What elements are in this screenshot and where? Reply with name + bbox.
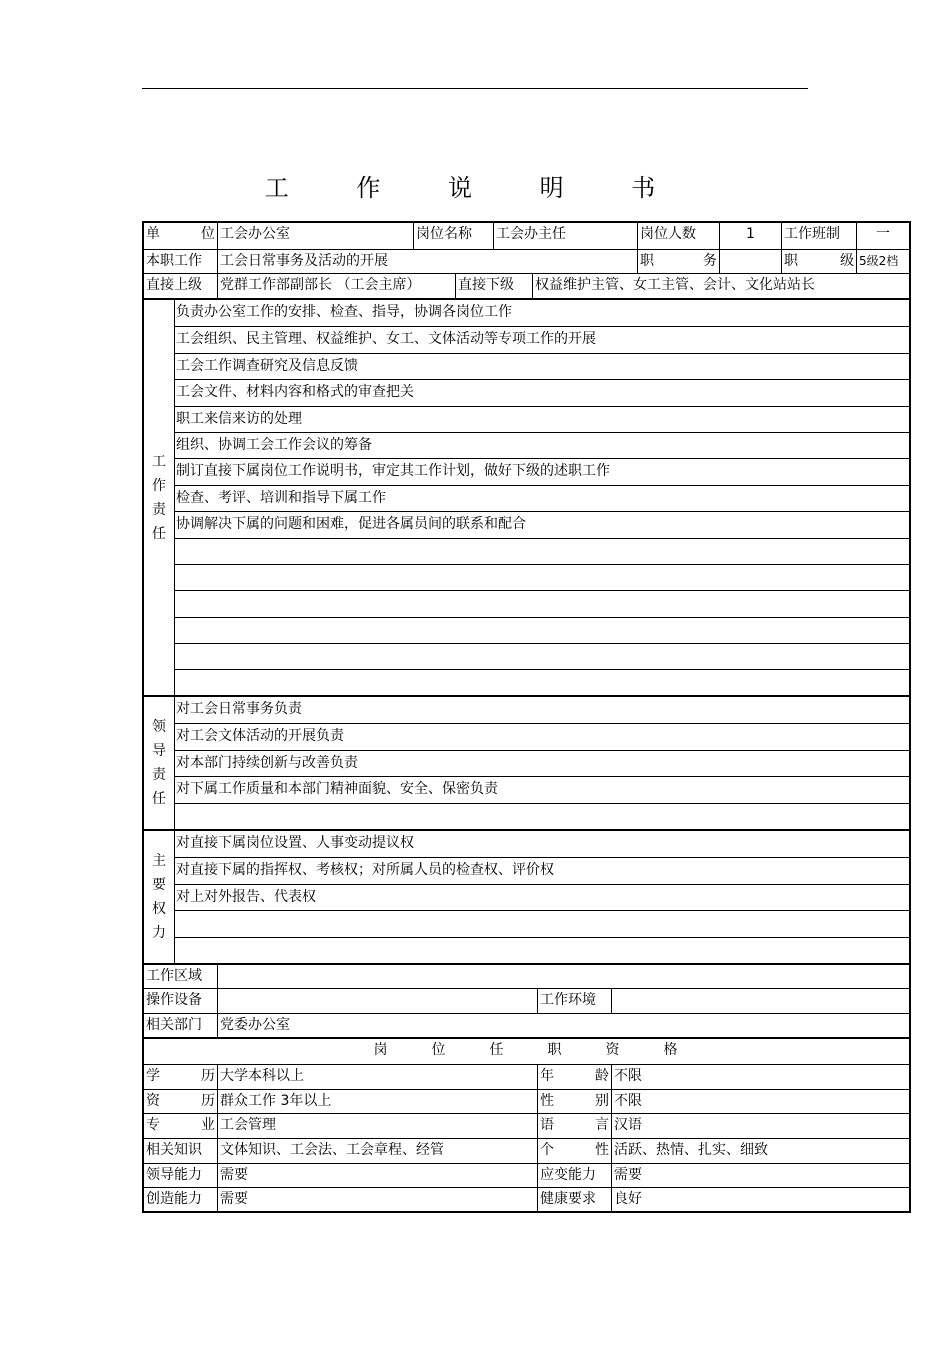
equipment-label: 操作设备 (146, 992, 202, 1008)
header-row-2 (144, 249, 909, 273)
shift-value: 一 (856, 223, 909, 249)
leadership-item (175, 803, 909, 829)
related-dept-value: 党委办公室 (217, 1014, 909, 1037)
equipment-row (144, 988, 909, 1013)
qualifications-title-row (144, 1037, 909, 1064)
work-area-row (144, 963, 909, 988)
position-value (719, 250, 781, 273)
responsibilities-label-char: 任 (152, 525, 166, 542)
duty-label: 本职工作 (146, 253, 202, 269)
responsibility-item: 工会文件、材料内容和格式的审查把关 (175, 379, 909, 405)
header-row-1 (144, 223, 909, 249)
job-description-table (142, 221, 911, 1213)
responsibility-item: 工会组织、民主管理、权益维护、女工、文体活动等专项工作的开展 (175, 326, 909, 352)
authority-item (175, 937, 909, 963)
language-value: 汉语 (611, 1114, 909, 1138)
authority-label-char: 主 (152, 853, 166, 869)
document-title: 工 作 说 明 书 (264, 174, 686, 202)
experience-label: 资 历 (146, 1093, 215, 1109)
equipment-value (217, 989, 537, 1013)
leadership-label-char: 导 (152, 743, 166, 759)
unit-value: 工会办公室 (217, 223, 413, 249)
leadership-label (144, 697, 175, 829)
responsibilities-label-char: 作 (152, 477, 166, 494)
grade-value: 5级2档 (856, 250, 909, 273)
responsibility-item: 组织、协调工会工作会议的筹备 (175, 432, 909, 458)
header-row-3 (144, 273, 909, 298)
top-rule (142, 88, 808, 89)
related-dept-row (144, 1013, 909, 1037)
responsibility-item: 制订直接下属岗位工作说明书，审定其工作计划，做好下级的述职工作 (175, 458, 909, 484)
responsibility-item (175, 538, 909, 564)
authority-label-char: 权 (152, 901, 166, 917)
responsibility-item (175, 669, 909, 695)
environment-label: 工作环境 (537, 989, 611, 1013)
education-row (144, 1064, 909, 1089)
gender-label: 性 别 (537, 1090, 611, 1113)
leadership-label-char: 任 (152, 791, 166, 807)
responsibility-item (175, 643, 909, 669)
authority-label-char: 要 (152, 877, 166, 893)
responsibilities-label (144, 300, 175, 695)
responsibilities-label-char: 责 (152, 501, 166, 518)
position-label: 职 务 (637, 250, 719, 273)
age-label: 年 龄 (537, 1065, 611, 1089)
grade-label: 职 级 (781, 250, 856, 273)
adaptability-label: 应变能力 (537, 1164, 611, 1187)
leadership-ability-value: 需要 (217, 1164, 537, 1187)
experience-value: 群众工作 3年以上 (217, 1090, 537, 1113)
headcount-value: 1 (719, 223, 781, 249)
leadership-item: 对工会文体活动的开展负责 (175, 723, 909, 749)
leadership-item: 对下属工作质量和本部门精神面貌、安全、保密负责 (175, 776, 909, 802)
personality-value: 活跃、热情、扎实、细致 (611, 1139, 909, 1163)
health-label: 健康要求 (537, 1188, 611, 1211)
education-value: 大学本科以上 (217, 1065, 537, 1089)
responsibilities-list (175, 300, 909, 695)
age-value: 不限 (611, 1065, 909, 1089)
authority-label (144, 831, 175, 963)
leadership-ability-row (144, 1163, 909, 1187)
creativity-value: 需要 (217, 1188, 537, 1211)
responsibility-item: 协调解决下属的问题和困难，促进各属员间的联系和配合 (175, 511, 909, 537)
authority-item: 对上对外报告、代表权 (175, 884, 909, 910)
responsibility-item (175, 564, 909, 590)
major-row (144, 1113, 909, 1138)
responsibility-item: 工会工作调查研究及信息反馈 (175, 353, 909, 379)
related-dept-label: 相关部门 (146, 1017, 202, 1033)
subordinate-label: 直接下级 (455, 274, 532, 298)
post-name-label: 岗位名称 (413, 223, 493, 249)
leadership-list (175, 697, 909, 829)
authority-item: 对直接下属的指挥权、考核权；对所属人员的检查权、评价权 (175, 857, 909, 883)
personality-label: 个 性 (537, 1139, 611, 1163)
authority-list (175, 831, 909, 963)
knowledge-value: 文体知识、工会法、工会章程、经管 (217, 1139, 537, 1163)
creativity-label: 创造能力 (146, 1191, 202, 1207)
responsibilities-label-char: 工 (152, 453, 166, 470)
experience-row (144, 1089, 909, 1113)
adaptability-value: 需要 (611, 1164, 909, 1187)
major-label: 专 业 (146, 1117, 215, 1133)
superior-label: 直接上级 (146, 277, 202, 293)
responsibility-item: 负责办公室工作的安排、检查、指导，协调各岗位工作 (176, 304, 512, 320)
shift-label: 工作班制 (781, 223, 856, 249)
health-value: 良好 (611, 1188, 909, 1211)
work-area-label: 工作区域 (146, 968, 202, 984)
responsibility-item (175, 590, 909, 616)
superior-value: 党群工作部副部长 （工会主席） (217, 274, 455, 298)
unit-label: 单 位 (146, 226, 215, 242)
leadership-label-char: 领 (152, 719, 166, 735)
responsibility-item: 职工来信来访的处理 (175, 406, 909, 432)
qualifications-title: 岗位任职资格 (373, 1042, 722, 1058)
responsibilities-section (144, 298, 909, 695)
responsibility-item (175, 617, 909, 643)
duty-value: 工会日常事务及活动的开展 (217, 250, 637, 273)
knowledge-label: 相关知识 (146, 1142, 202, 1158)
leadership-ability-label: 领导能力 (146, 1167, 202, 1183)
leadership-section (144, 695, 909, 829)
work-area-value (217, 965, 909, 988)
leadership-label-char: 责 (152, 767, 166, 783)
authority-item (175, 910, 909, 936)
authority-label-char: 力 (152, 925, 166, 941)
responsibility-item: 检查、考评、培训和指导下属工作 (175, 485, 909, 511)
education-label: 学 历 (146, 1068, 215, 1084)
environment-value (611, 989, 909, 1013)
leadership-item: 对本部门持续创新与改善负责 (175, 750, 909, 776)
major-value: 工会管理 (217, 1114, 537, 1138)
authority-section (144, 829, 909, 963)
knowledge-row (144, 1138, 909, 1163)
creativity-row (144, 1187, 909, 1211)
subordinate-value: 权益维护主管、女工主管、会计、文化站站长 (532, 274, 909, 298)
headcount-label: 岗位人数 (637, 223, 719, 249)
post-name-value: 工会办主任 (493, 223, 637, 249)
leadership-item: 对工会日常事务负责 (176, 701, 302, 717)
language-label: 语 言 (537, 1114, 611, 1138)
gender-value: 不限 (611, 1090, 909, 1113)
authority-item: 对直接下属岗位设置、人事变动提议权 (176, 835, 414, 851)
